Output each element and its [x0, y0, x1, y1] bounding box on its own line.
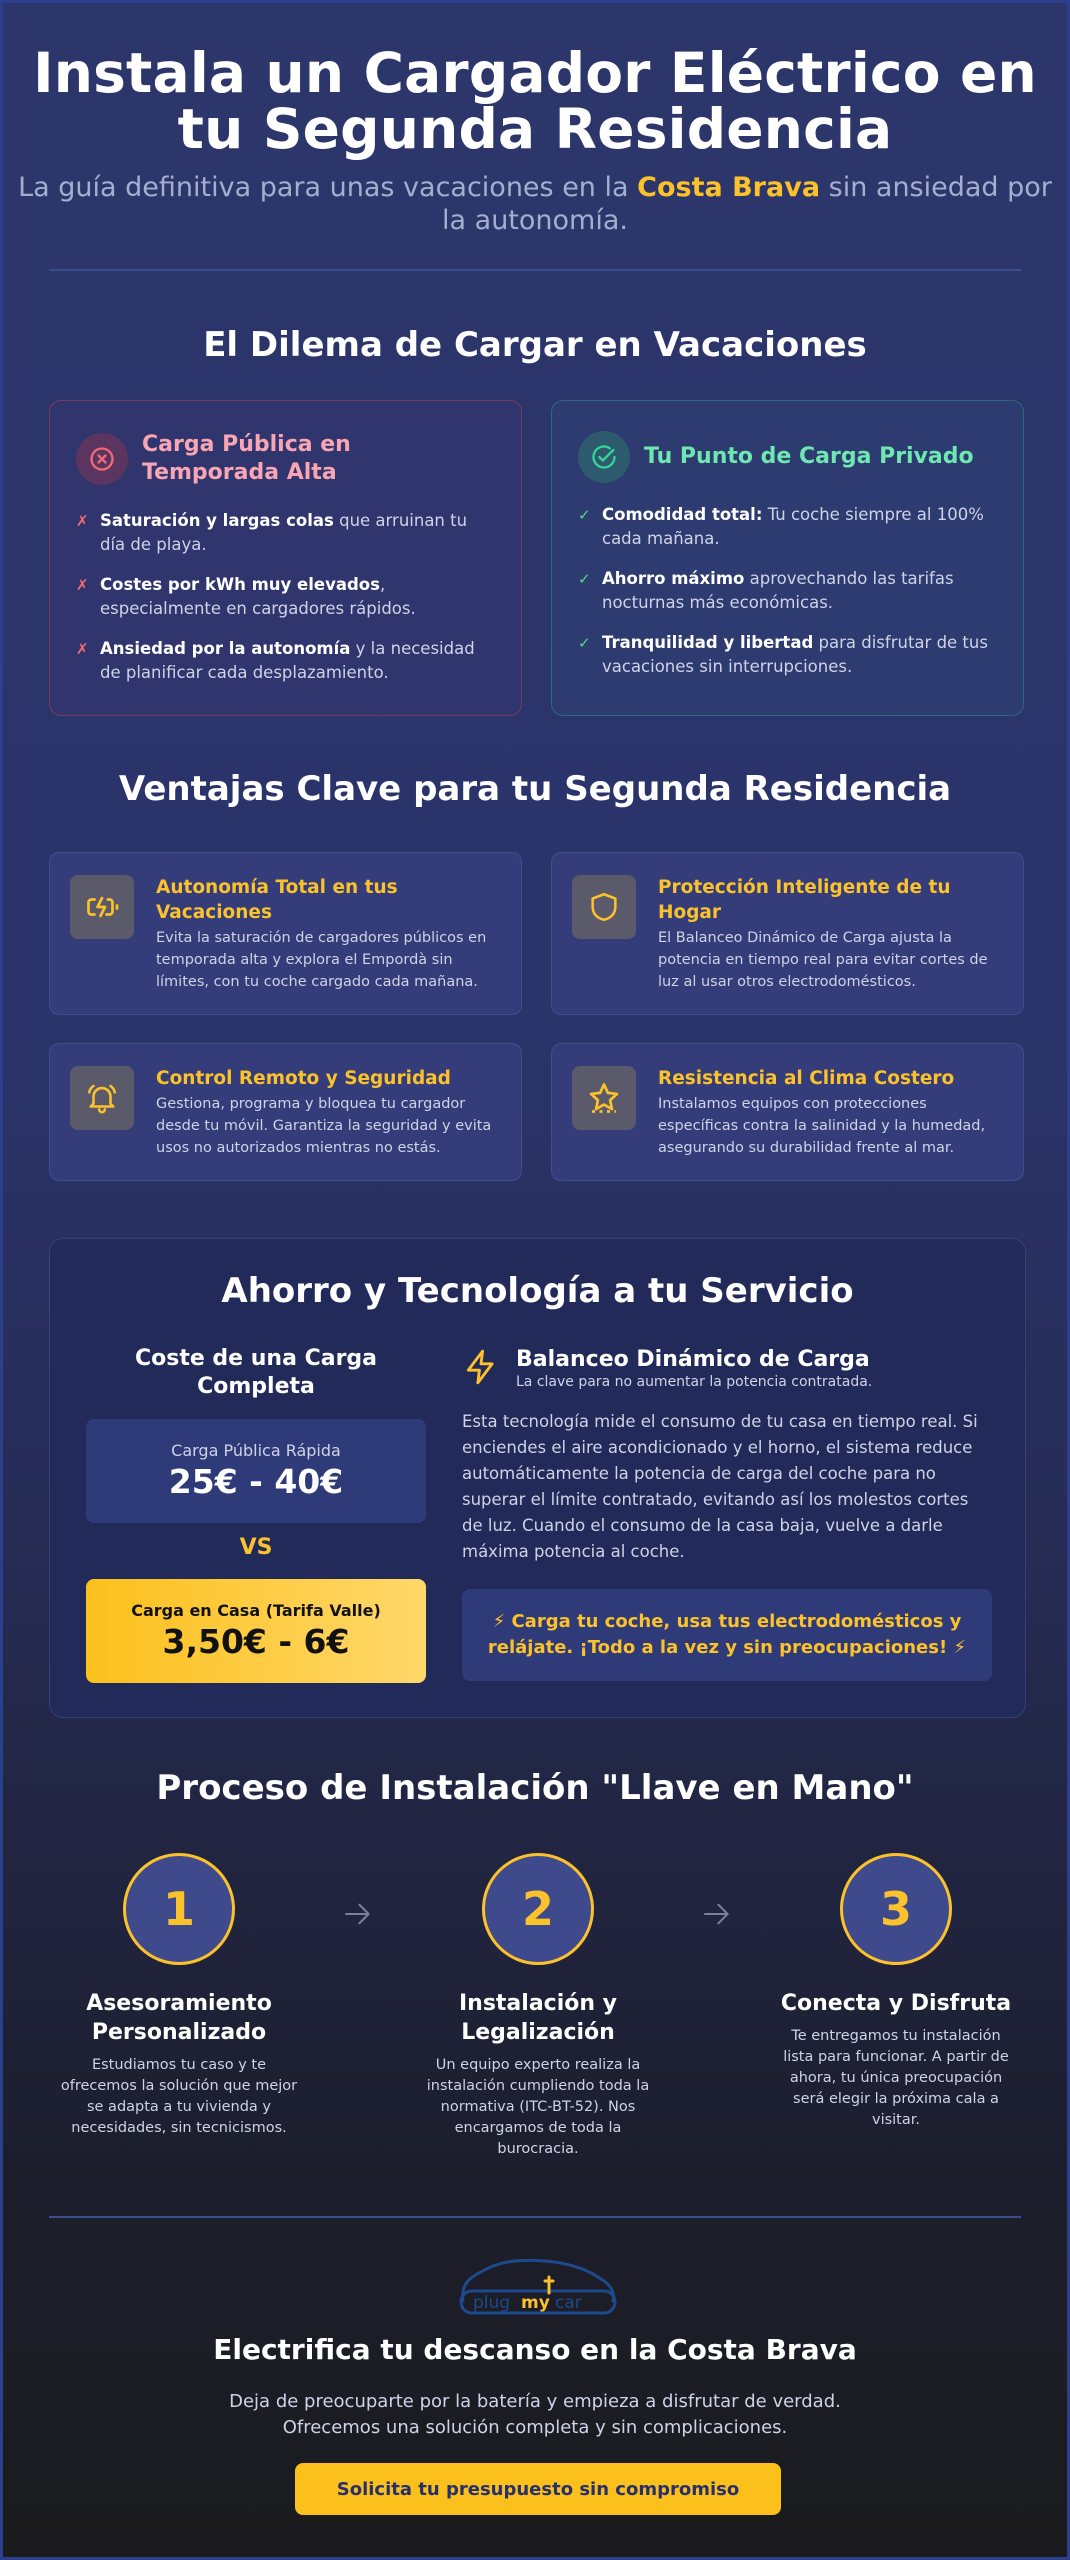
tech-callout: ⚡ Carga tu coche, usa tus electrodomésticos y relájate. ¡Todo a la vez y sin preocupaciones! ⚡	[462, 1589, 992, 1681]
item-bold: Costes por kWh muy elevados	[100, 575, 380, 594]
step-title: Asesoramiento Personalizado	[86, 1991, 272, 2045]
subtitle-pre: La guía definitiva para unas vacaciones en la	[18, 172, 638, 203]
footer-divider	[49, 2216, 1021, 2218]
step-text: Un equipo experto realiza la instalación cumpliendo toda la normativa (ITC-BT-52). Nos encargamos de toda la burocracia.	[426, 2057, 650, 2157]
plugmycar-logo	[455, 2253, 621, 2319]
step-number: 2	[482, 1853, 594, 1965]
check-circle-icon	[578, 431, 630, 483]
savings-title: Ahorro y Tecnología a tu Servicio	[221, 1271, 854, 1311]
footer-text-line-1: Deja de preocuparte por la batería y empieza a disfrutar de verdad.	[229, 2391, 841, 2412]
advantage-text: El Balanceo Dinámico de Carga ajusta la potencia en tiempo real para evitar cortes de luz al usar otros electrodomésticos.	[658, 930, 988, 990]
tech-body: Esta tecnología mide el consumo de tu casa en tiempo real. Si enciendes el aire acondicionado y el horno, el sistema reduce automáticamente la potencia de carga del coche para no superar el límite contratado, evitando así los molestos cortes de luz. Cuando el consumo de la casa baja, vuelve a darle máxima potencia al coche.	[462, 1412, 978, 1561]
battery-charging-icon	[70, 875, 134, 939]
home-cost-box	[86, 1579, 426, 1683]
tech-panel	[462, 1347, 992, 1681]
advantages-title: Ventajas Clave para tu Segunda Residencia	[118, 769, 952, 809]
item-text: que arruinan tu día de playa.	[100, 511, 468, 554]
advantage-card	[551, 852, 1024, 1015]
cross-icon: ✗	[76, 512, 89, 530]
public-charging-card	[49, 400, 522, 716]
title-line-1: Instala un Cargador Eléctrico en	[33, 41, 1037, 105]
step-title: Instalación y Legalización	[458, 1991, 618, 2045]
svg-text:plug: plug	[473, 2293, 511, 2313]
item-bold: Ansiedad por la autonomía	[100, 639, 351, 658]
check-icon: ✓	[578, 506, 591, 524]
step-number: 3	[840, 1853, 952, 1965]
advantage-text: Instalamos equipos con protecciones específicas contra la salinidad y la humedad, asegurando su durabilidad frente al mar.	[658, 1096, 986, 1156]
step-text: Estudiamos tu caso y te ofrecemos la solución que mejor se adapta a tu vivienda y necesidades, sin tecnicismos.	[60, 2057, 298, 2136]
footer-text-line-2: Ofrecemos una solución completa y sin complicaciones.	[282, 2417, 788, 2438]
lightning-icon	[462, 1347, 500, 1391]
process-title: Proceso de Instalación "Llave en Mano"	[156, 1768, 914, 1808]
item-bold: Saturación y largas colas	[100, 511, 334, 530]
hero	[3, 3, 1067, 237]
subtitle-accent: Costa Brava	[637, 172, 821, 203]
private-charging-card	[551, 400, 1024, 716]
cross-icon: ✗	[76, 640, 89, 658]
tech-title: Balanceo Dinámico de Carga	[516, 1347, 870, 1372]
home-cost-value: 3,50€ - 6€	[162, 1622, 350, 1661]
advantage-title: Autonomía Total en tus Vacaciones	[156, 877, 398, 923]
footer-text	[3, 2389, 1067, 2441]
advantage-card	[551, 1043, 1024, 1181]
item-bold: Comodidad total:	[602, 505, 763, 524]
step-title: Conecta y Disfruta	[780, 1991, 1012, 2016]
list-item	[578, 567, 997, 615]
item-bold: Tranquilidad y libertad	[602, 633, 814, 652]
advantage-title: Protección Inteligente de tu Hogar	[658, 877, 951, 923]
advantage-card	[49, 852, 522, 1015]
item-text: , especialmente en cargadores rápidos.	[100, 575, 416, 618]
list-item	[578, 631, 997, 679]
public-charging-list	[76, 509, 495, 685]
advantage-text: Evita la saturación de cargadores públicos en temporada alta y explora el Empordà sin límites, con tu coche cargado cada mañana.	[156, 930, 487, 990]
item-text: aprovechando las tarifas nocturnas más económicas.	[602, 569, 954, 612]
advantage-card	[49, 1043, 522, 1181]
private-charging-list	[578, 503, 997, 679]
list-item	[76, 637, 495, 685]
dilemma-title: El Dilema de Cargar en Vacaciones	[203, 325, 867, 365]
process-step	[766, 1853, 1026, 2131]
check-icon: ✓	[578, 634, 591, 652]
cross-icon: ✗	[76, 576, 89, 594]
tech-subtitle: La clave para no aumentar la potencia contratada.	[516, 1374, 873, 1390]
list-item	[578, 503, 997, 551]
bell-icon	[70, 1066, 134, 1130]
list-item	[76, 509, 495, 557]
savings-section	[49, 1238, 1026, 1718]
private-charging-title: Tu Punto de Carga Privado	[644, 444, 974, 469]
step-text: Te entregamos tu instalación lista para funcionar. A partir de ahora, tu única preocupación será elegir la próxima cala a visitar.	[783, 2028, 1009, 2128]
public-cost-box	[86, 1419, 426, 1523]
public-cost-value: 25€ - 40€	[168, 1462, 344, 1501]
x-circle-icon	[76, 433, 128, 485]
item-text: Tu coche siempre al 100% cada mañana.	[602, 505, 984, 548]
shield-icon	[572, 875, 636, 939]
process-step	[49, 1853, 309, 2139]
footer-title: Electrifica tu descanso en la Costa Brava	[213, 2333, 857, 2366]
request-quote-button[interactable]: Solicita tu presupuesto sin compromiso	[295, 2463, 781, 2515]
advantage-title: Control Remoto y Seguridad	[156, 1068, 451, 1089]
title-line-2: tu Segunda Residencia	[177, 97, 893, 161]
process-step	[408, 1853, 668, 2160]
page-title	[3, 41, 1067, 161]
public-cost-label: Carga Pública Rápida	[171, 1441, 341, 1460]
item-text: y la necesidad de planificar cada desplazamiento.	[100, 639, 475, 682]
home-cost-label: Carga en Casa (Tarifa Valle)	[131, 1601, 381, 1620]
hero-divider	[49, 269, 1021, 271]
star-icon	[572, 1066, 636, 1130]
svg-text:car: car	[555, 2293, 582, 2313]
arrow-right-icon	[701, 1898, 733, 1934]
svg-text:my: my	[521, 2293, 550, 2313]
advantage-title: Resistencia al Clima Costero	[658, 1068, 955, 1089]
hero-subtitle	[3, 171, 1067, 237]
item-text: para disfrutar de tus vacaciones sin interrupciones.	[602, 633, 988, 676]
advantage-text: Gestiona, programa y bloquea tu cargador desde tu móvil. Garantiza la seguridad y evita usos no autorizados mientras no estás.	[156, 1096, 492, 1156]
list-item	[76, 573, 495, 621]
item-bold: Ahorro máximo	[602, 569, 745, 588]
check-icon: ✓	[578, 570, 591, 588]
vs-label: VS	[239, 1535, 273, 1560]
subtitle-post: sin ansiedad por la autonomía.	[442, 172, 1052, 236]
public-charging-title: Carga Pública en Temporada Alta	[142, 432, 351, 485]
cost-heading: Coste de una Carga Completa	[134, 1346, 378, 1399]
step-number: 1	[123, 1853, 235, 1965]
arrow-right-icon	[342, 1898, 374, 1934]
